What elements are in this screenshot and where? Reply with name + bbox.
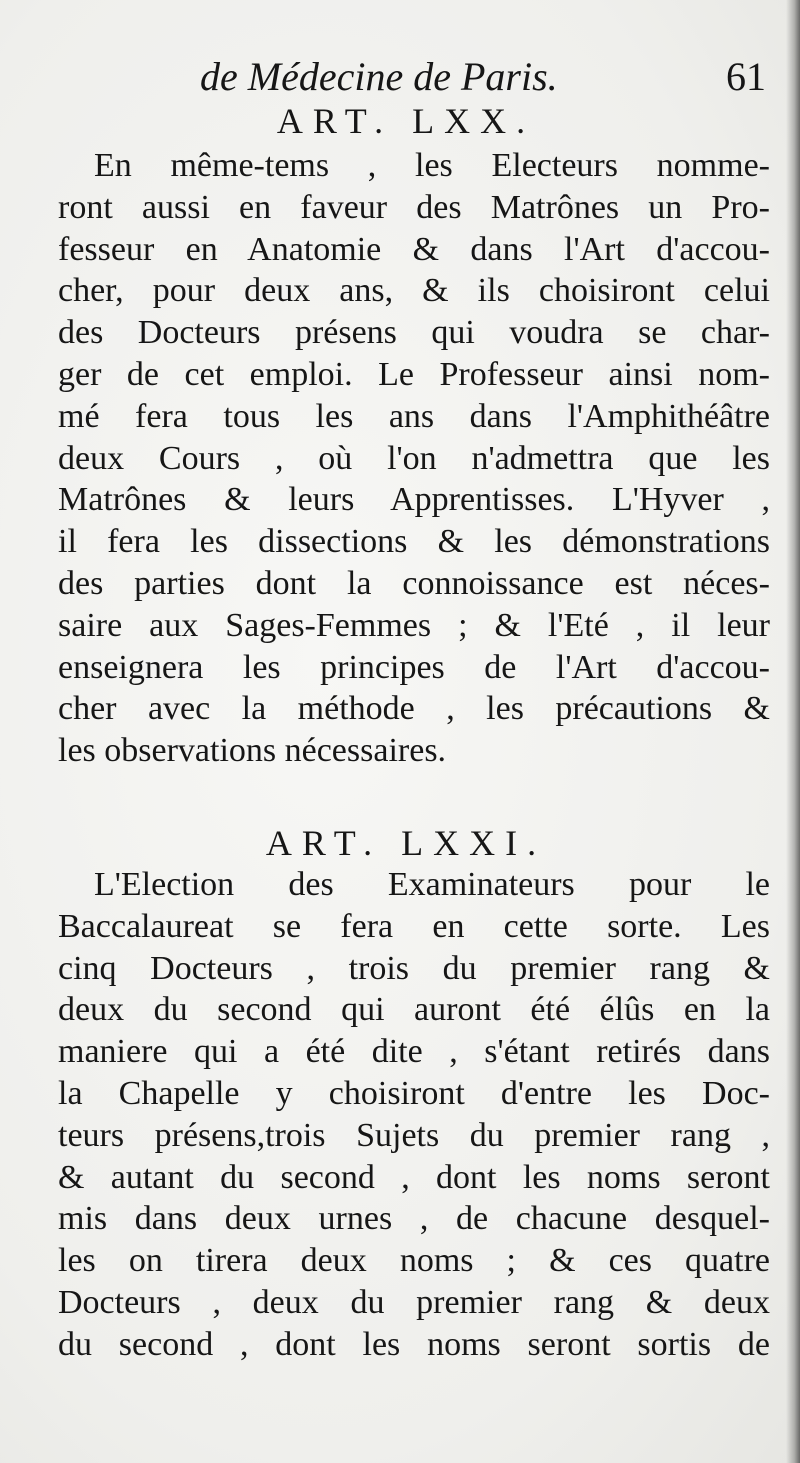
text-line: En même-tems , les Electeurs nomme- — [94, 147, 770, 184]
text-line: maniere qui a été dite , s'étant retirés dans — [58, 1033, 770, 1071]
text-line: ront aussi en faveur des Matrônes un Pro- — [58, 188, 770, 226]
text-line: la Chapelle y choisiront d'entre les Doc- — [58, 1074, 770, 1112]
text-line: des parties dont la connoissance est néces- — [58, 564, 770, 602]
text-line: les on tirera deux noms ; & ces quatre — [58, 1242, 770, 1280]
text-line: deux Cours , où l'on n'admettra que les — [58, 439, 770, 477]
article-lxx-text — [58, 145, 770, 772]
text-line: du second , dont les noms seront sortis de — [58, 1325, 770, 1363]
text-line: fesseur en Anatomie & dans l'Art d'accou- — [58, 230, 770, 268]
text-line: saire aux Sages-Femmes ; & l'Eté , il leur — [58, 606, 770, 644]
text-line: cher avec la méthode , les précautions & — [58, 690, 770, 728]
text-line: il fera les dissections & les démonstrations — [58, 523, 770, 561]
page-number: 61 — [726, 54, 766, 99]
text-line: mis dans deux urnes , de chacune desquel- — [58, 1200, 770, 1238]
text-line: L'Election des Examinateurs pour le — [94, 866, 770, 903]
text-line: teurs présens,trois Sujets du premier rang , — [58, 1116, 770, 1154]
running-head — [200, 52, 770, 102]
text-line: enseignera les principes de l'Art d'accou- — [58, 648, 770, 686]
text-line: ger de cet emploi. Le Professeur ainsi nom- — [58, 355, 770, 393]
article-heading-lxx: ART. LXX. — [276, 101, 536, 141]
text-line: cher, pour deux ans, & ils choisiront celui — [58, 272, 770, 310]
text-line: & autant du second , dont les noms seront — [58, 1158, 770, 1196]
text-line: mé fera tous les ans dans l'Amphithéâtre — [58, 397, 770, 435]
page-edge-shadow — [786, 0, 800, 1463]
text-line: Baccalaureat se fera en cette sorte. Les — [58, 907, 770, 945]
text-line: deux du second qui auront été élûs en la — [58, 991, 770, 1029]
text-line: des Docteurs présens qui voudra se char- — [58, 314, 770, 352]
text-line: cinq Docteurs , trois du premier rang & — [58, 949, 770, 987]
text-line: Docteurs , deux du premier rang & deux — [58, 1283, 770, 1321]
text-line: les observations nécessaires. — [58, 732, 447, 770]
running-title: de Médecine de Paris. — [200, 54, 558, 99]
text-line: Matrônes & leurs Apprentisses. L'Hyver , — [58, 481, 770, 519]
article-lxxi-text — [58, 864, 770, 1366]
article-heading-lxxi: ART. LXXI. — [265, 823, 547, 863]
